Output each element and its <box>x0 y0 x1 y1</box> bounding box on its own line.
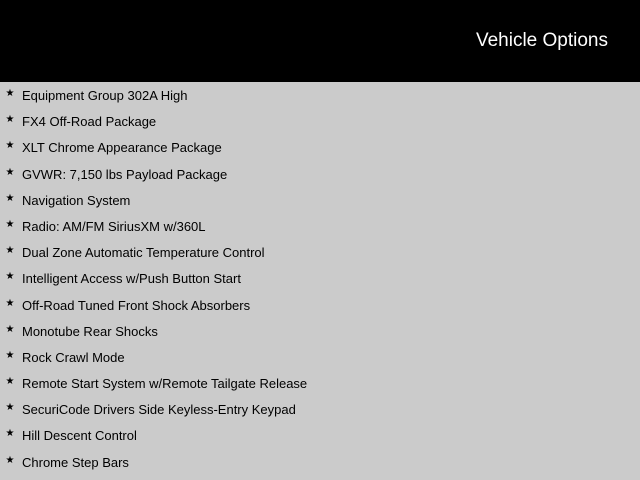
option-label: Chrome Step Bars <box>22 454 129 470</box>
star-icon: ★ <box>5 166 15 178</box>
star-icon: ★ <box>5 297 15 309</box>
option-label: GVWR: 7,150 lbs Payload Package <box>22 166 228 182</box>
star-icon: ★ <box>5 376 15 388</box>
star-icon: ★ <box>5 349 15 361</box>
option-label: Radio: AM/FM SiriusXM w/360L <box>22 218 206 234</box>
option-label: Navigation System <box>22 192 131 208</box>
list-item <box>0 292 640 318</box>
star-icon: ★ <box>5 454 15 466</box>
star-icon: ★ <box>5 192 15 204</box>
star-icon: ★ <box>5 428 15 440</box>
option-label: Off-Road Tuned Front Shock Absorbers <box>22 297 251 313</box>
option-label: SecuriCode Drivers Side Keyless-Entry Keypad <box>22 402 296 418</box>
star-icon: ★ <box>5 402 15 414</box>
list-item <box>0 187 640 213</box>
list-item <box>0 213 640 239</box>
list-item <box>0 396 640 422</box>
option-label: XLT Chrome Appearance Package <box>22 140 222 156</box>
list-item <box>0 161 640 187</box>
option-label: Dual Zone Automatic Temperature Control <box>22 245 265 261</box>
star-icon: ★ <box>5 114 15 126</box>
star-icon: ★ <box>5 218 15 230</box>
list-item <box>0 370 640 396</box>
list-item <box>0 265 640 291</box>
list-item <box>0 134 640 160</box>
star-icon: ★ <box>5 323 15 335</box>
option-label: Rock Crawl Mode <box>22 349 125 365</box>
options-list <box>0 82 640 475</box>
page-title: Vehicle Options <box>475 30 608 51</box>
header-bar <box>0 0 640 82</box>
option-label: FX4 Off-Road Package <box>22 114 157 130</box>
list-item <box>0 318 640 344</box>
star-icon: ★ <box>5 271 15 283</box>
option-label: Remote Start System w/Remote Tailgate Release <box>22 376 308 392</box>
star-icon: ★ <box>5 245 15 257</box>
list-item <box>0 422 640 448</box>
list-item <box>0 108 640 134</box>
list-item <box>0 449 640 475</box>
list-item <box>0 239 640 265</box>
star-icon: ★ <box>5 88 15 99</box>
list-item <box>0 82 640 108</box>
option-label: Hill Descent Control <box>22 428 137 444</box>
option-label: Equipment Group 302A High <box>22 88 188 103</box>
star-icon: ★ <box>5 140 15 152</box>
option-label: Intelligent Access w/Push Button Start <box>22 271 241 287</box>
list-item <box>0 344 640 370</box>
option-label: Monotube Rear Shocks <box>22 323 158 339</box>
